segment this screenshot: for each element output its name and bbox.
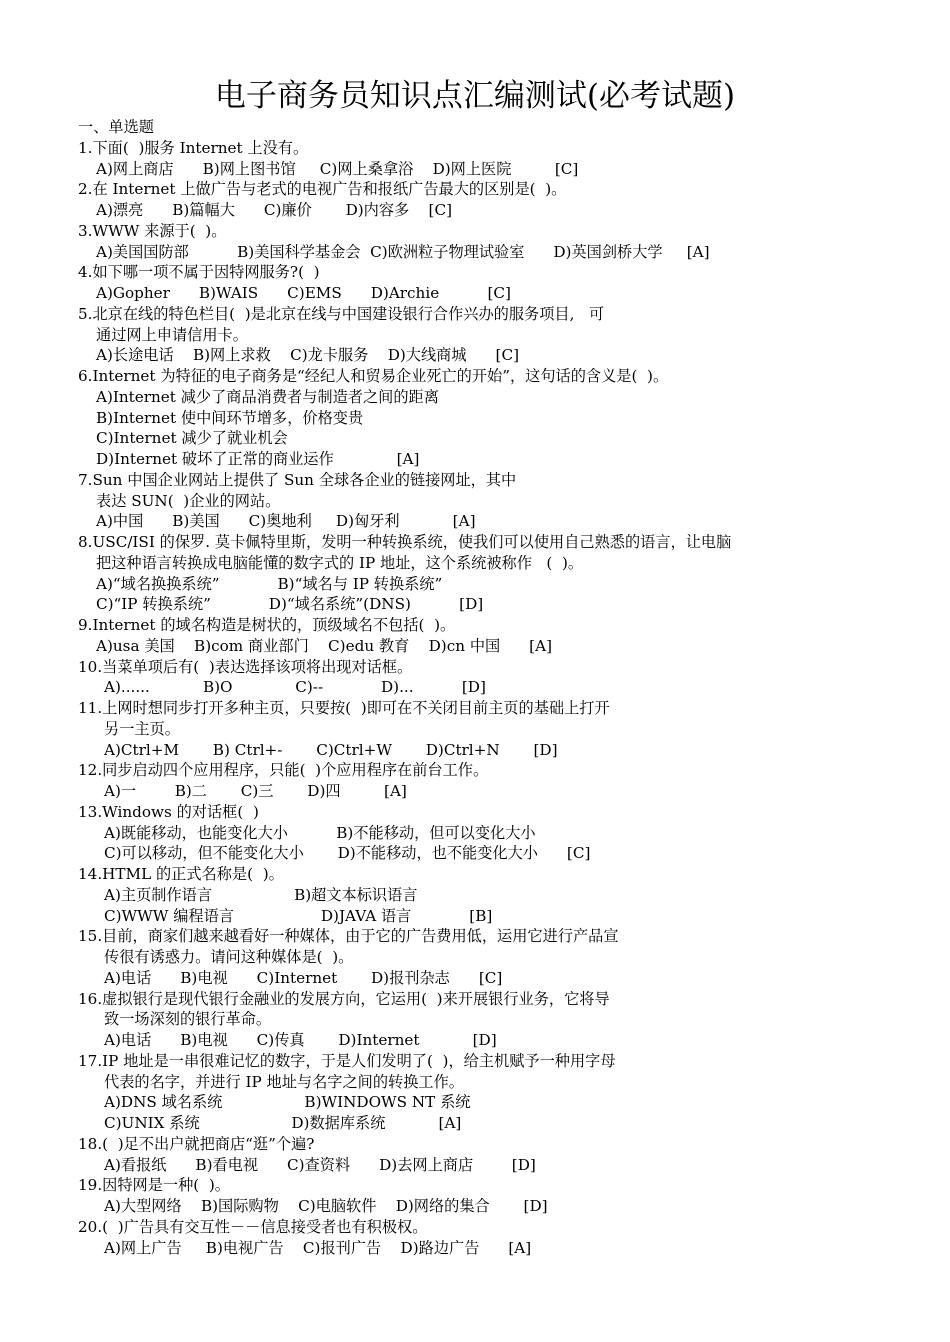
question-text: 16.虚拟银行是现代银行金融业的发展方向，它运用( )来开展银行业务，它将导: [78, 989, 610, 1008]
question-text: 13.Windows 的对话框( ): [78, 802, 259, 821]
question-options: A)Internet 减少了商品消费者与制造者之间的距离: [96, 387, 439, 406]
question-options: A)“域名换换系统” B)“域名与 IP 转换系统”: [96, 574, 443, 593]
question-options: 致一场深刻的银行革命。: [104, 1010, 272, 1029]
question-options: A)Gopher B)WAIS C)EMS D)Archie [C]: [96, 284, 511, 302]
question-text: 20.( )广告具有交互性－－信息接受者也有积极权。: [78, 1217, 428, 1236]
question-options: A)漂亮 B)篇幅大 C)廉价 D)内容多 [C]: [96, 201, 453, 219]
question-options: C)可以移动，但不能变化大小 D)不能移动，也不能变化大小 [C]: [104, 844, 591, 863]
question-options: A)长途电话 B)网上求救 C)龙卡服务 D)大线商城 [C]: [96, 346, 519, 365]
question-list: [78, 117, 938, 1258]
question-options: A)电话 B)电视 C)传真 D)Internet [D]: [104, 1031, 497, 1049]
question-text: 7.Sun 中国企业网站上提供了 Sun 全球各企业的链接网址，其中: [78, 470, 517, 489]
question-text: 12.同步启动四个应用程序，只能( )个应用程序在前台工作。: [78, 761, 489, 780]
question-options: A)看报纸 B)看电视 C)查资料 D)去网上商店 [D]: [104, 1155, 536, 1174]
question-options: C)Internet 减少了就业机会: [96, 429, 288, 448]
question-text: 19.因特网是一种( )。: [78, 1176, 230, 1195]
question-options: C)“IP 转换系统” D)“域名系统”(DNS) [D]: [96, 595, 484, 614]
page-title: 电子商务员知识点汇编测试(必考试题): [214, 78, 736, 114]
question-options: A)DNS 域名系统 B)WINDOWS NT 系统: [104, 1093, 471, 1112]
question-options: A)一 B)二 C)三 D)四 [A]: [104, 782, 407, 800]
question-text: 8.USC/ISI 的保罗. 莫卡佩特里斯，发明一种转换系统，使我们可以使用自己熟悉的语言，让电脑: [78, 533, 732, 551]
question-options: A)既能移动，也能变化大小 B)不能移动，但可以变化大小: [104, 823, 536, 842]
question-options: A)电话 B)电视 C)Internet D)报刊杂志 [C]: [104, 968, 503, 987]
question-options: 另一主页。: [104, 719, 180, 738]
question-text: 6.Internet 为特征的电子商务是“经纪人和贸易企业死亡的开始”，这句话的含义是( )。: [78, 367, 669, 385]
question-options: A)网上广告 B)电视广告 C)报刊广告 D)路边广告 [A]: [104, 1238, 532, 1257]
question-options: A)美国国防部 B)美国科学基金会 C)欧洲粒子物理试验室 D)英国剑桥大学 [A]: [96, 242, 710, 261]
question-text: 2.在 Internet 上做广告与老式的电视广告和报纸广告最大的区别是( )。: [78, 180, 567, 199]
question-options: 代表的名字，并进行 IP 地址与名字之间的转换工作。: [104, 1072, 464, 1091]
question-options: A)...... B)O C)-- D)... [D]: [104, 678, 486, 697]
question-text: 10.当菜单项后有( )表达选择该项将出现对话框。: [78, 657, 413, 676]
question-options: 表达 SUN( )企业的网站。: [96, 491, 281, 510]
question-options: C)UNIX 系统 D)数据库系统 [A]: [104, 1114, 462, 1132]
question-options: C)WWW 编程语言 D)JAVA 语言 [B]: [104, 906, 493, 925]
question-options: 把这种语言转换成电脑能懂的数字式的 IP 地址，这个系统被称作 ( )。: [96, 553, 584, 572]
question-text: 17.IP 地址是一串很难记忆的数字，于是人们发明了( )，给主机赋予一种用字母: [78, 1051, 616, 1070]
question-options: A)Ctrl+M B) Ctrl+- C)Ctrl+W D)Ctrl+N [D]: [104, 740, 558, 759]
question-text: 11.上网时想同步打开多种主页，只要按( )即可在不关闭目前主页的基础上打开: [78, 699, 610, 717]
section-heading: 一、单选题: [78, 118, 154, 136]
question-text: 1.下面( )服务 Internet 上没有。: [78, 138, 309, 157]
question-text: 15.目前，商家们越来越看好一种媒体，由于它的广告费用低，运用它进行产品宣: [78, 927, 619, 946]
question-text: 4.如下哪一项不属于因特网服务?( ): [78, 263, 320, 282]
question-options: A)主页制作语言 B)超文本标识语言: [104, 885, 418, 904]
question-text: 5.北京在线的特色栏目( )是北京在线与中国建设银行合作兴办的服务项目, 可: [78, 304, 605, 323]
question-options: A)usa 美国 B)com 商业部门 C)edu 教育 D)cn 中国 [A]: [96, 636, 552, 655]
question-text: 9.Internet 的域名构造是树状的，顶级域名不包括( )。: [78, 616, 456, 634]
question-text: 18.( )足不出户就把商店“逛”个遍?: [78, 1134, 315, 1153]
question-options: B)Internet 使中间环节增多，价格变贵: [96, 408, 364, 427]
question-options: A)中国 B)美国 C)奥地利 D)匈牙利 [A]: [96, 512, 476, 531]
question-options: A)大型网络 B)国际购物 C)电脑软件 D)网络的集合 [D]: [104, 1197, 548, 1215]
question-options: A)网上商店 B)网上图书馆 C)网上桑拿浴 D)网上医院 [C]: [96, 159, 579, 178]
question-options: 传很有诱惑力。请问这种媒体是( )。: [104, 948, 354, 966]
question-options: 通过网上申请信用卡。: [96, 325, 248, 344]
question-options: D)Internet 破坏了正常的商业运作 [A]: [96, 450, 420, 468]
question-text: 3.WWW 来源于( )。: [78, 221, 227, 240]
question-text: 14.HTML 的正式名称是( )。: [78, 865, 284, 883]
